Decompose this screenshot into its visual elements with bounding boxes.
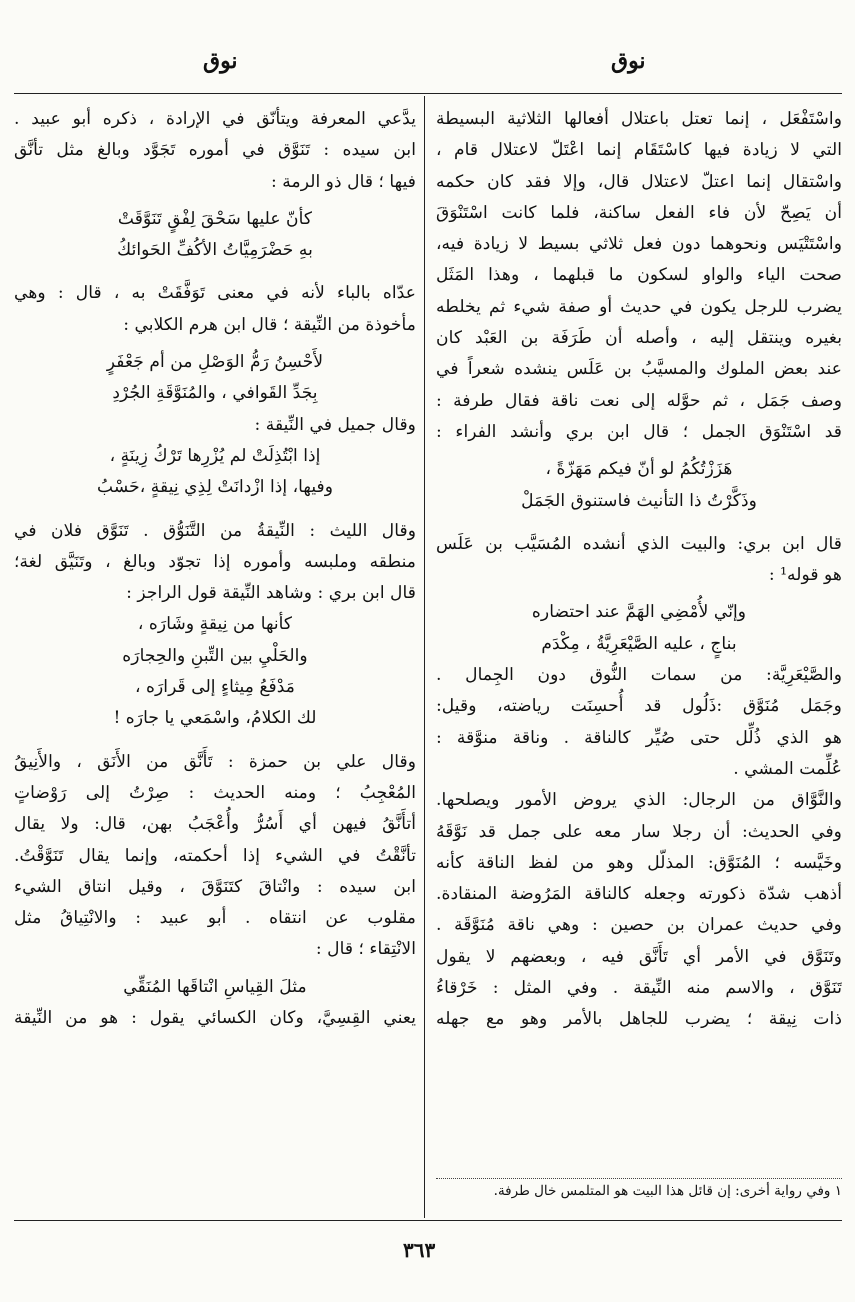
- text-line: مقلوب عن انتقاه . أبو عبيد : والانْتِياقُ مثل: [14, 908, 416, 929]
- text-line: عدّاه بالباء لأنه في معنى تَوَفَّقَتْ به ، قال : وهي: [14, 283, 416, 304]
- text-line: واسْتَفْعَل ، إنما تعتل باعتلال أفعالها الثلاثية البسيطة: [436, 109, 842, 129]
- running-head-right: نوق: [611, 48, 646, 74]
- text-line: ذات نِيقة ؛ يضرب للجاهل بالأمر وهو مع جهله: [436, 1009, 842, 1030]
- text-line: واسْتقال إنما اعتلّ لاعتلال قال، وإلا فقد كان حكمه: [436, 171, 842, 192]
- verse-line: لك الكلامُ، واسْمَعي يا جارَه !: [113, 708, 317, 729]
- text-line: المُعْجِبُ ؛ ومنه الحديث : صِرْتُ إلى رَوْضاتٍ: [14, 782, 416, 803]
- running-head-left: نوق: [203, 48, 238, 74]
- text-line: والصَّيْعَرِيَّة: من سمات النُّوق دون الجِمال .: [436, 665, 842, 686]
- text-line: قال ابن بري: والبيت الذي أنشده المُسَيَّب بن عَلَس: [436, 533, 842, 554]
- verse-line: وذَكَّرْتُ ذا التأنيث فاستنوق الجَمَلْ: [521, 490, 757, 511]
- text-line: قال ابن بري : وشاهد النِّيقة قول الراجز :: [126, 583, 416, 604]
- verse-line: والحَلْيِ بين التِّبنِ والحِجارَه: [122, 645, 308, 666]
- text-line: أذهب شدّة ذكورته وجعله كالناقة المَرُوضة المنقادة.: [436, 884, 842, 905]
- verse-line: بِجَدِّ القَوافي ، والمُنَوَّقَةِ الجُرْدِ: [112, 383, 318, 404]
- verse-line: بناجٍ ، عليه الصَّيْعَرِيَّةُ ، مِكْدَم: [541, 633, 737, 654]
- text-line: هو قوله¹ :: [768, 565, 842, 586]
- text-line: تأنَّقْتُ في الشيء إذا أحكمته، وإنما يقال تَنَوَّقْتُ.: [14, 845, 416, 866]
- verse-line: كأنّ عليها سَحْقَ لِفْقٍ تَنَوَّقَتْ: [117, 208, 313, 229]
- verse-line: مثلَ القِياسِ انْتاقَها المُنَقِّي: [123, 976, 307, 997]
- text-line: والنَّوَّاق من الرجال: الذي يروض الأمور ويصلحها.: [436, 790, 842, 811]
- text-line: هو الذي ذُلِّل حتى صُيِّر كالناقة . وناقة منوَّقة :: [436, 727, 842, 748]
- right-column: [436, 104, 842, 1179]
- text-line: صحت الياء والواو لسكون ما قبلهما ، وهذا المَثَل: [436, 265, 842, 286]
- text-line: فيها ؛ قال ذو الرمة :: [271, 171, 416, 192]
- verse-line: إذا ابْتُذِلَتْ لم يُزْرِها تَرْكُ زِينَةٍ ،: [109, 445, 321, 466]
- footnote-rule: [436, 1178, 842, 1179]
- footnote: ١ وفي رواية أخرى: إن قائل هذا البيت هو المتلمس خال طرفة.: [493, 1183, 842, 1199]
- text-line: بغيره وينتقل إليه ، وأصله أن طَرَفَة بن العَبْد كان: [436, 328, 842, 349]
- verse-line: بهِ حَضْرَمِيَّاتُ الأكُفِّ الحَوائكُ: [117, 240, 313, 261]
- text-line: عند بعض الملوك والمسيَّبُ بن عَلَس ينشده شعراً في: [436, 359, 842, 380]
- text-line: أتأَنَّقُ فيهن أي أَسُرُّ وأُعْجَبُ بهن، قال: ولا يقال: [14, 814, 416, 835]
- text-line: ابن سيده : وانْتاقَ كتَنَوَّقَ ، وقيل انتاق الشيء: [14, 876, 416, 897]
- verse-line: مَدْفَعُ مِيثاءٍ إلى قَرارَه ،: [134, 677, 295, 698]
- text-line: الانْتِقاء ؛ قال :: [315, 939, 416, 960]
- text-line: مأخوذة من النِّيقة ؛ قال ابن هرم الكلابي :: [123, 314, 416, 335]
- footer-rule: [14, 1220, 842, 1221]
- text-line: وفي الحديث: أن رجلا سار معه على جمل قد نَوَّقَهُ: [436, 821, 842, 842]
- text-line: عُلِّمت المشي .: [733, 758, 842, 779]
- text-line: وجَمَل مُنَوَّق :ذَلُول قد أُحسِنَت رياضته، وقيل:: [436, 696, 842, 717]
- text-line: التي لا زيادة فيها كاسْتَقَام إنما اعْتَلّ لاعتلال قام ،: [436, 140, 842, 161]
- verse-line: وفيها، إذا ازْدانَتْ لِذِي نِيقةٍ ،حَسْبُ: [96, 477, 334, 498]
- verse-line: هَزَزْتُكُمُ لو أنّ فيكم مَهَزّةً ،: [545, 459, 733, 480]
- text-line: وتَنَوَّق في الأمر أي تَأَنَّق فيه ، وبعضهم لا يقول: [436, 946, 842, 967]
- text-line: أن يَصِحّ لأن فاء الفعل ساكنة، فلما كانت اسْتَنْوَقَ: [436, 202, 842, 223]
- page-number: ٣٦٣: [403, 1238, 436, 1262]
- verse-line: لأَحْسِنُ رَمُّ الوَصْلِ من أم جَعْفَرٍ: [106, 352, 324, 373]
- text-line: تَنَوَّق ، والاسم منه النِّيقة . وفي المثل : خَرْقاءُ: [436, 978, 842, 999]
- text-line: يعني القِسِيَّ، وكان الكسائي يقول : هو من النِّيقة: [14, 1008, 416, 1029]
- text-line: واسْتَتْيَس ونحوهما دون فعل ثلاثي بسيط لا زيادة فيه،: [436, 234, 842, 255]
- text-line: منطقه وملبسه وأموره إذا تجوّد وبالغ ، وتَنَيَّق لغة؛: [14, 551, 416, 572]
- text-line: يدَّعي المعرفة ويتأنّق في الإرادة ، ذكره أبو عبيد .: [14, 109, 416, 129]
- header-rule: [14, 93, 842, 94]
- text-line: ابن سيده : تَنَوَّق في أموره تَجَوَّد وبالغ مثل تأنَّق: [14, 140, 416, 161]
- verse-line: وإنّي لأُمْضِي الهَمَّ عند احتضاره: [531, 602, 747, 623]
- text-line: قد اسْتَنْوَق الجمل ؛ قال ابن بري وأنشد الفراء :: [436, 421, 842, 442]
- column-divider: [424, 96, 425, 1218]
- text-line: وقال جميل في النِّيقة :: [254, 414, 416, 435]
- text-line: يضرب للرجل يكون في حديث أو صفة شيء ثم يخلطه: [436, 296, 842, 317]
- text-line: وصف جَمَل ، ثم حوَّله إلى نعت ناقة فقال طرفة :: [436, 390, 842, 411]
- verse-line: كأنها من نِيقةٍ وشَارَه ،: [137, 614, 293, 635]
- text-line: وفي حديث عمران بن حصين : وهي ناقة مُنَوَّقَة .: [436, 915, 842, 936]
- text-line: وقال علي بن حمزة : تَأَنَّق من الأَنَق ، والأَنِيقُ: [14, 751, 416, 772]
- left-column: [14, 104, 416, 1212]
- text-line: وقال الليث : النِّيقةُ من التَّنَوُّق . تَنَوَّق فلان في: [14, 520, 416, 541]
- text-line: وخَيَّسه ؛ المُنَوَّق: المذلّل وهو من لفظ الناقة كأنه: [436, 852, 842, 873]
